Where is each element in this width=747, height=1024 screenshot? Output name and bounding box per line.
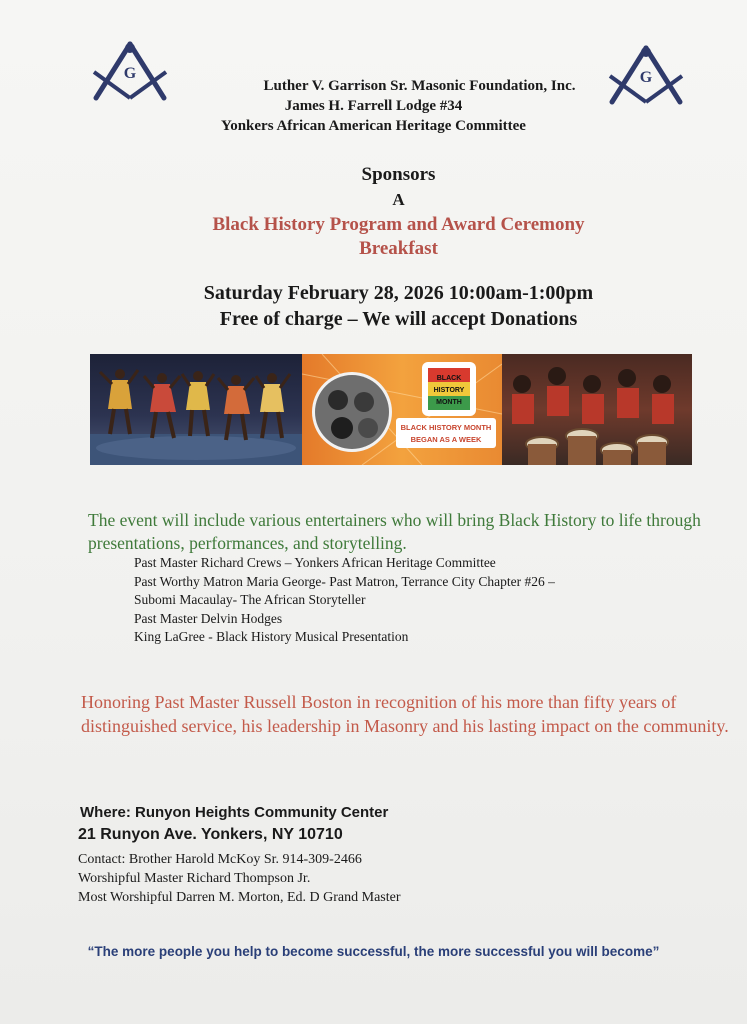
emblem-letter: G — [639, 69, 653, 86]
contact-item: Most Worshipful Darren M. Morton, Ed. D Grand Master — [78, 890, 401, 905]
article-a: A — [392, 190, 405, 209]
performers-list — [134, 554, 555, 647]
performer-item: Past Master Delvin Hodges — [134, 610, 283, 626]
event-description: The event will include various entertainers who will bring Black History to life through presentations, performances, and storytelling. — [88, 510, 701, 553]
venue-address: 21 Runyon Ave. Yonkers, NY 10710 — [78, 826, 343, 843]
contacts-list — [78, 850, 401, 907]
org-foundation: Luther V. Garrison Sr. Masonic Foundation, Inc. — [263, 78, 576, 94]
event-date-time: Saturday February 28, 2026 10:00am-1:00pm — [203, 282, 594, 304]
org-committee: Yonkers African American Heritage Committee — [221, 118, 526, 134]
program-title: Black History Program and Award Ceremony — [212, 214, 585, 235]
performer-item: Past Master Richard Crews – Yonkers African Heritage Committee — [134, 555, 496, 570]
badge-line-1: BLACK — [436, 375, 462, 382]
closing-quote: “The more people you help to become successful, the more successful you will become” — [87, 944, 660, 959]
breakfast-title: Breakfast — [359, 238, 438, 259]
banner-caption-line-2: BEGAN AS A WEEK — [410, 435, 482, 444]
performer-item: Subomi Macaulay- The African Storyteller — [134, 592, 366, 607]
performer-item: Past Worthy Matron Maria George- Past Matron, Terrance City Chapter #26 – — [134, 573, 555, 589]
drummers-photo — [502, 354, 692, 465]
honoree-statement: Honoring Past Master Russell Boston in recognition of his more than fifty years of distinguished service, his leadership in Masonry and his lasting impact on the community. — [81, 692, 729, 736]
venue-name: Where: Runyon Heights Community Center — [80, 804, 389, 821]
emblem-letter: G — [123, 65, 137, 82]
performer-item: King LaGree - Black History Musical Presentation — [134, 629, 409, 644]
banner-caption-line-1: BLACK HISTORY MONTH — [400, 423, 492, 432]
contact-item: Contact: Brother Harold McKoy Sr. 914-309-2466 — [78, 852, 362, 867]
dancers-photo — [90, 354, 302, 465]
contact-item: Worshipful Master Richard Thompson Jr. — [78, 871, 311, 886]
banner-image — [90, 354, 692, 465]
badge-line-2: HISTORY — [433, 387, 465, 394]
badge-line-3: MONTH — [436, 399, 462, 406]
event-admission: Free of charge – We will accept Donations — [219, 308, 578, 330]
sponsors-heading: Sponsors — [361, 164, 436, 185]
black-history-month-graphic — [302, 354, 502, 465]
org-lodge: James H. Farrell Lodge #34 — [284, 98, 463, 114]
